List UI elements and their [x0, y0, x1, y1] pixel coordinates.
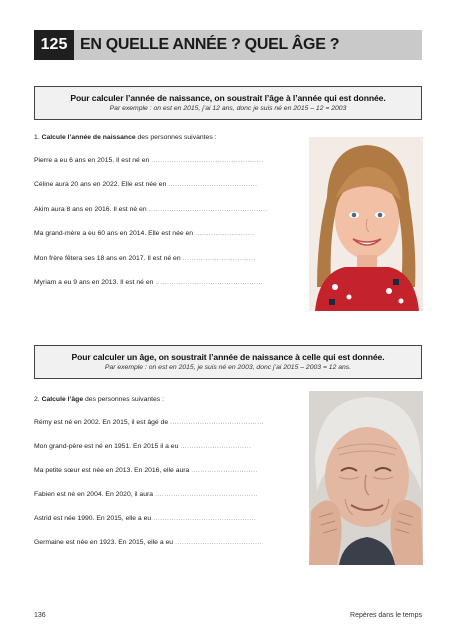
exercise-question: Céline aura 20 ans en 2022. Elle est née en: [34, 181, 167, 188]
answer-blank[interactable]: .................................................: [151, 157, 264, 164]
exercise-question: Germaine est née en 1923. En 2015, elle a eu: [34, 539, 174, 546]
instruction-rest: des personnes suivantes :: [137, 134, 217, 141]
instruction-number: 2.: [34, 396, 40, 403]
exercise-number: 125: [34, 30, 74, 60]
photo-smiling-girl: [309, 137, 423, 311]
photo-elderly-woman: [309, 391, 423, 565]
answer-blank[interactable]: ......................................: [175, 539, 263, 546]
exercise-question: Mon grand-père est né en 1951. En 2015 il a eu: [34, 443, 179, 450]
exercise-line: [34, 515, 256, 522]
answer-blank[interactable]: ...............................: [180, 443, 252, 450]
exercise-question: Mon frère fêtera ses 18 ans en 2017. Il est né en: [34, 255, 181, 262]
rule-example: Par exemple : on est en 2015, je suis né en 2003, donc j’ai 2015 – 2003 = 12 ans.: [104, 364, 352, 371]
answer-blank[interactable]: .......................................: [168, 181, 258, 188]
exercise-line: [34, 181, 258, 188]
exercise-line: [34, 279, 263, 286]
instruction-1: [34, 134, 217, 141]
exercise-header: [34, 30, 422, 60]
footer-title: Repères dans le temps: [350, 612, 422, 619]
exercise-line: [34, 255, 256, 262]
exercise-question: Fabien est né en 2004. En 2020, il aura: [34, 491, 154, 498]
exercise-line: [34, 206, 268, 213]
exercise-title: EN QUELLE ANNÉE ? QUEL ÂGE ?: [80, 36, 340, 53]
answer-blank[interactable]: .............................................: [153, 515, 257, 522]
exercise-question: Ma grand-mère a eu 60 ans en 2014. Elle est née en: [34, 230, 194, 237]
instruction-number: 1.: [34, 134, 40, 141]
rule-box-age: [34, 345, 422, 379]
instruction-rest: des personnes suivantes :: [85, 396, 164, 403]
answer-blank[interactable]: .........................................: [170, 419, 264, 426]
page-number: 136: [34, 612, 46, 619]
answer-blank[interactable]: ................................: [182, 255, 256, 262]
exercise-line: [34, 157, 263, 164]
exercise-question: Pierre a eu 6 ans en 2015. Il est né en: [34, 157, 150, 164]
exercise-line: [34, 539, 262, 546]
exercise-question: Akim aura 8 ans en 2016. Il est né en: [34, 206, 147, 213]
exercise-question: Astrid est née 1990. En 2015, elle a eu: [34, 515, 152, 522]
instruction-2: [34, 396, 164, 403]
exercise-line: [34, 491, 258, 498]
exercise-question: Myriam a eu 9 ans en 2013. Il est né en: [34, 279, 154, 286]
rule-example: Par exemple : on est en 2015, j’ai 12 ans, donc je suis né en 2015 – 12 = 2003: [109, 105, 347, 112]
exercise-line: [34, 467, 258, 474]
rule-text: Pour calculer un âge, on soustrait l’année de naissance à celle qui est donnée.: [71, 352, 385, 362]
answer-blank[interactable]: ...............................................: [155, 279, 263, 286]
exercise-line: [34, 230, 255, 237]
answer-blank[interactable]: .............................: [191, 467, 258, 474]
exercise-line: [34, 419, 264, 426]
exercise-question: Rémy est né en 2002. En 2015, il est âgé de: [34, 419, 169, 426]
answer-blank[interactable]: .............................................: [155, 491, 259, 498]
answer-blank[interactable]: ....................................................: [148, 206, 268, 213]
instruction-bold: Calcule l’âge: [41, 396, 84, 403]
exercise-question: Ma petite sœur est née en 2013. En 2016, elle aura: [34, 467, 190, 474]
instruction-bold: Calcule l’année de naissance: [41, 134, 136, 141]
answer-blank[interactable]: ..........................: [195, 230, 255, 237]
rule-text: Pour calculer l’année de naissance, on soustrait l’âge à l’année qui est donnée.: [70, 93, 386, 103]
exercise-line: [34, 443, 251, 450]
rule-box-birth-year: [34, 86, 422, 120]
